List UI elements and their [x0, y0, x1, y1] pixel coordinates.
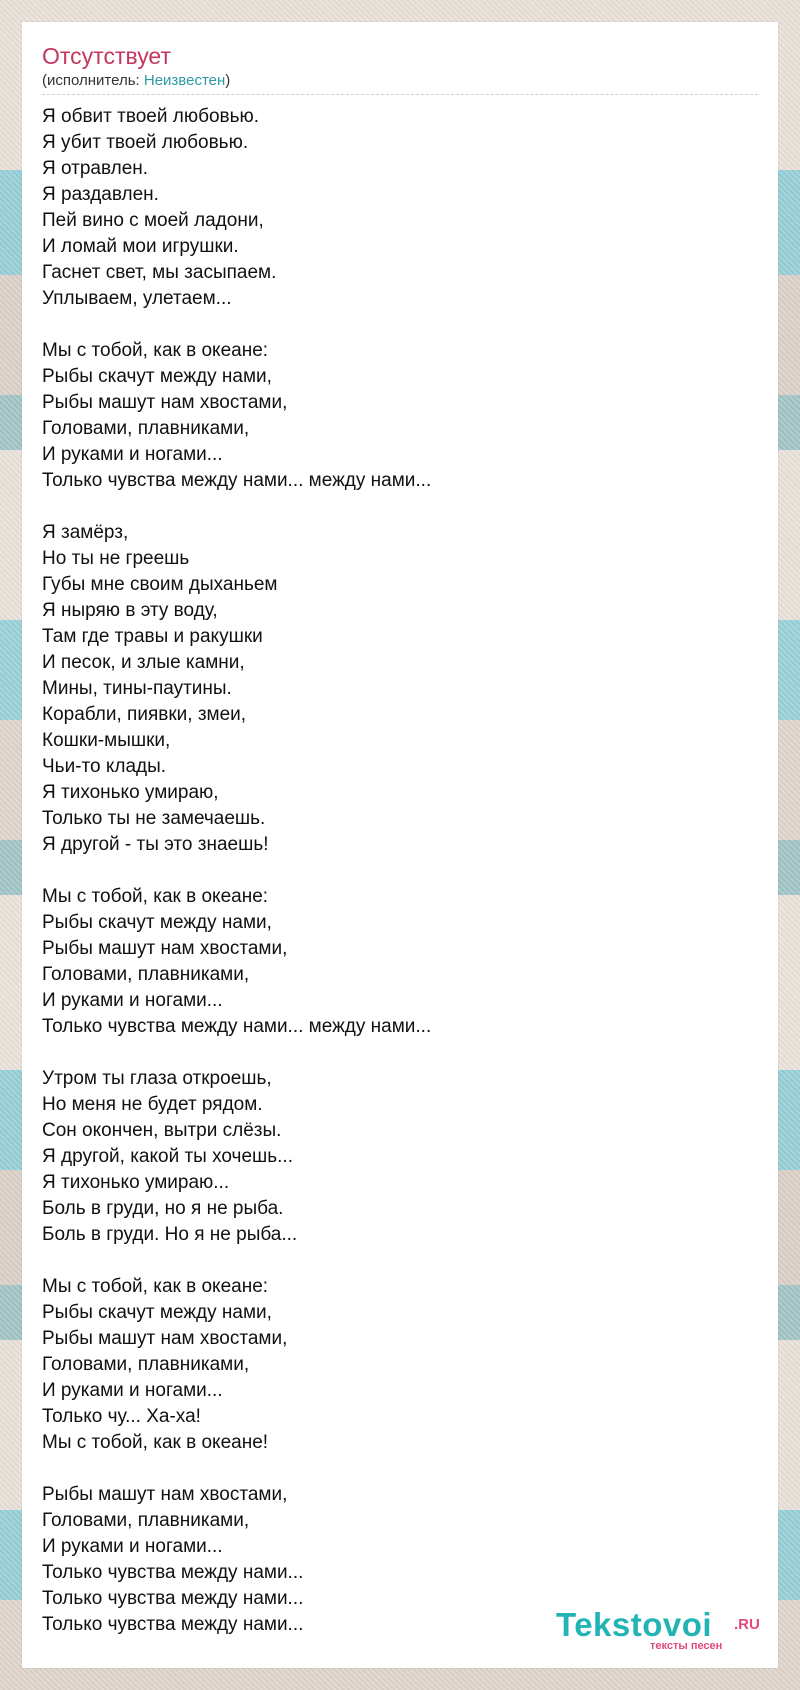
logo-subtitle: тексты песен — [650, 1640, 723, 1652]
lyric-line: Уплываем, улетаем... — [42, 288, 232, 309]
lyric-line: Мины, тины-паутины. — [42, 678, 232, 699]
lyric-line: Боль в груди. Но я не рыба... — [42, 1224, 298, 1245]
lyric-blank-line — [42, 312, 758, 338]
lyrics-text — [42, 104, 758, 1638]
lyric-line: Рыбы скачут между нами, — [42, 1302, 272, 1323]
performer-prefix: (исполнитель: — [42, 72, 144, 89]
lyric-line: Только ты не замечаешь. — [42, 808, 266, 829]
lyric-line: Но меня не будет рядом. — [42, 1094, 263, 1115]
lyric-line: Мы с тобой, как в океане: — [42, 340, 269, 361]
lyric-line: Но ты не греешь — [42, 548, 190, 569]
lyric-line: Рыбы скачут между нами, — [42, 912, 272, 933]
lyric-line: Я обвит твоей любовью. — [42, 106, 260, 127]
lyric-line: Кошки-мышки, — [42, 730, 171, 751]
lyric-line: Рыбы скачут между нами, — [42, 366, 272, 387]
lyrics-card — [22, 22, 778, 1668]
performer-suffix: ) — [225, 72, 231, 89]
lyric-line: И руками и ногами... — [42, 1536, 223, 1557]
lyric-line: Я убит твоей любовью. — [42, 132, 249, 153]
performer-line — [42, 72, 758, 90]
lyric-line: И ломай мои игрушки. — [42, 236, 239, 257]
lyric-blank-line — [42, 858, 758, 884]
lyric-line: Корабли, пиявки, змеи, — [42, 704, 247, 725]
lyric-line: Мы с тобой, как в океане: — [42, 1276, 269, 1297]
lyric-line: Рыбы машут нам хвостами, — [42, 938, 288, 959]
lyric-line: Рыбы машут нам хвостами, — [42, 392, 288, 413]
lyric-line: Рыбы машут нам хвостами, — [42, 1484, 288, 1505]
site-logo[interactable] — [556, 1606, 766, 1656]
song-title: Отсутствует — [42, 43, 171, 69]
lyric-line: Только чувства между нами... между нами... — [42, 470, 432, 491]
lyric-line: Я ныряю в эту воду, — [42, 600, 218, 621]
lyric-line: Головами, плавниками, — [42, 1510, 250, 1531]
lyric-line: Утром ты глаза откроешь, — [42, 1068, 272, 1089]
logo-domain-suffix: .RU — [734, 1616, 760, 1633]
lyric-line: Боль в груди, но я не рыба. — [42, 1198, 284, 1219]
lyric-line: Пей вино с моей ладони, — [42, 210, 264, 231]
lyric-line: Только чувства между нами... — [42, 1562, 304, 1583]
lyric-blank-line — [42, 1040, 758, 1066]
logo-wordmark: Tekstovoi — [556, 1606, 713, 1643]
lyric-line: Я отравлен. — [42, 158, 149, 179]
lyric-line: И песок, и злые камни, — [42, 652, 245, 673]
lyric-line: Чьи-то клады. — [42, 756, 167, 777]
lyric-line: Головами, плавниками, — [42, 964, 250, 985]
lyric-line: Только чувства между нами... — [42, 1614, 304, 1635]
lyric-line: Головами, плавниками, — [42, 1354, 250, 1375]
lyric-line: И руками и ногами... — [42, 990, 223, 1011]
lyric-line: И руками и ногами... — [42, 444, 223, 465]
lyric-line: Я тихонько умираю... — [42, 1172, 230, 1193]
song-header — [42, 42, 758, 90]
lyric-line: Я другой, какой ты хочешь... — [42, 1146, 293, 1167]
lyric-line: Я раздавлен. — [42, 184, 159, 205]
lyric-blank-line — [42, 1248, 758, 1274]
lyric-line: Я другой - ты это знаешь! — [42, 834, 269, 855]
header-divider — [42, 94, 758, 95]
lyric-line: Губы мне своим дыханьем — [42, 574, 278, 595]
lyric-line: Только чу... Ха-ха! — [42, 1406, 201, 1427]
lyric-line: Только чувства между нами... между нами... — [42, 1016, 432, 1037]
lyric-line: Сон окончен, вытри слёзы. — [42, 1120, 282, 1141]
lyric-line: Я замёрз, — [42, 522, 129, 543]
lyric-line: Мы с тобой, как в океане: — [42, 886, 269, 907]
lyric-line: Рыбы машут нам хвостами, — [42, 1328, 288, 1349]
lyric-line: Мы с тобой, как в океане! — [42, 1432, 269, 1453]
lyric-blank-line — [42, 1456, 758, 1482]
lyric-line: Головами, плавниками, — [42, 418, 250, 439]
lyric-line: Я тихонько умираю, — [42, 782, 219, 803]
lyric-line: Гаснет свет, мы засыпаем. — [42, 262, 277, 283]
lyric-line: И руками и ногами... — [42, 1380, 223, 1401]
lyric-line: Там где травы и ракушки — [42, 626, 263, 647]
performer-link[interactable]: Неизвестен — [143, 72, 226, 89]
lyric-line: Только чувства между нами... — [42, 1588, 304, 1609]
lyric-blank-line — [42, 494, 758, 520]
